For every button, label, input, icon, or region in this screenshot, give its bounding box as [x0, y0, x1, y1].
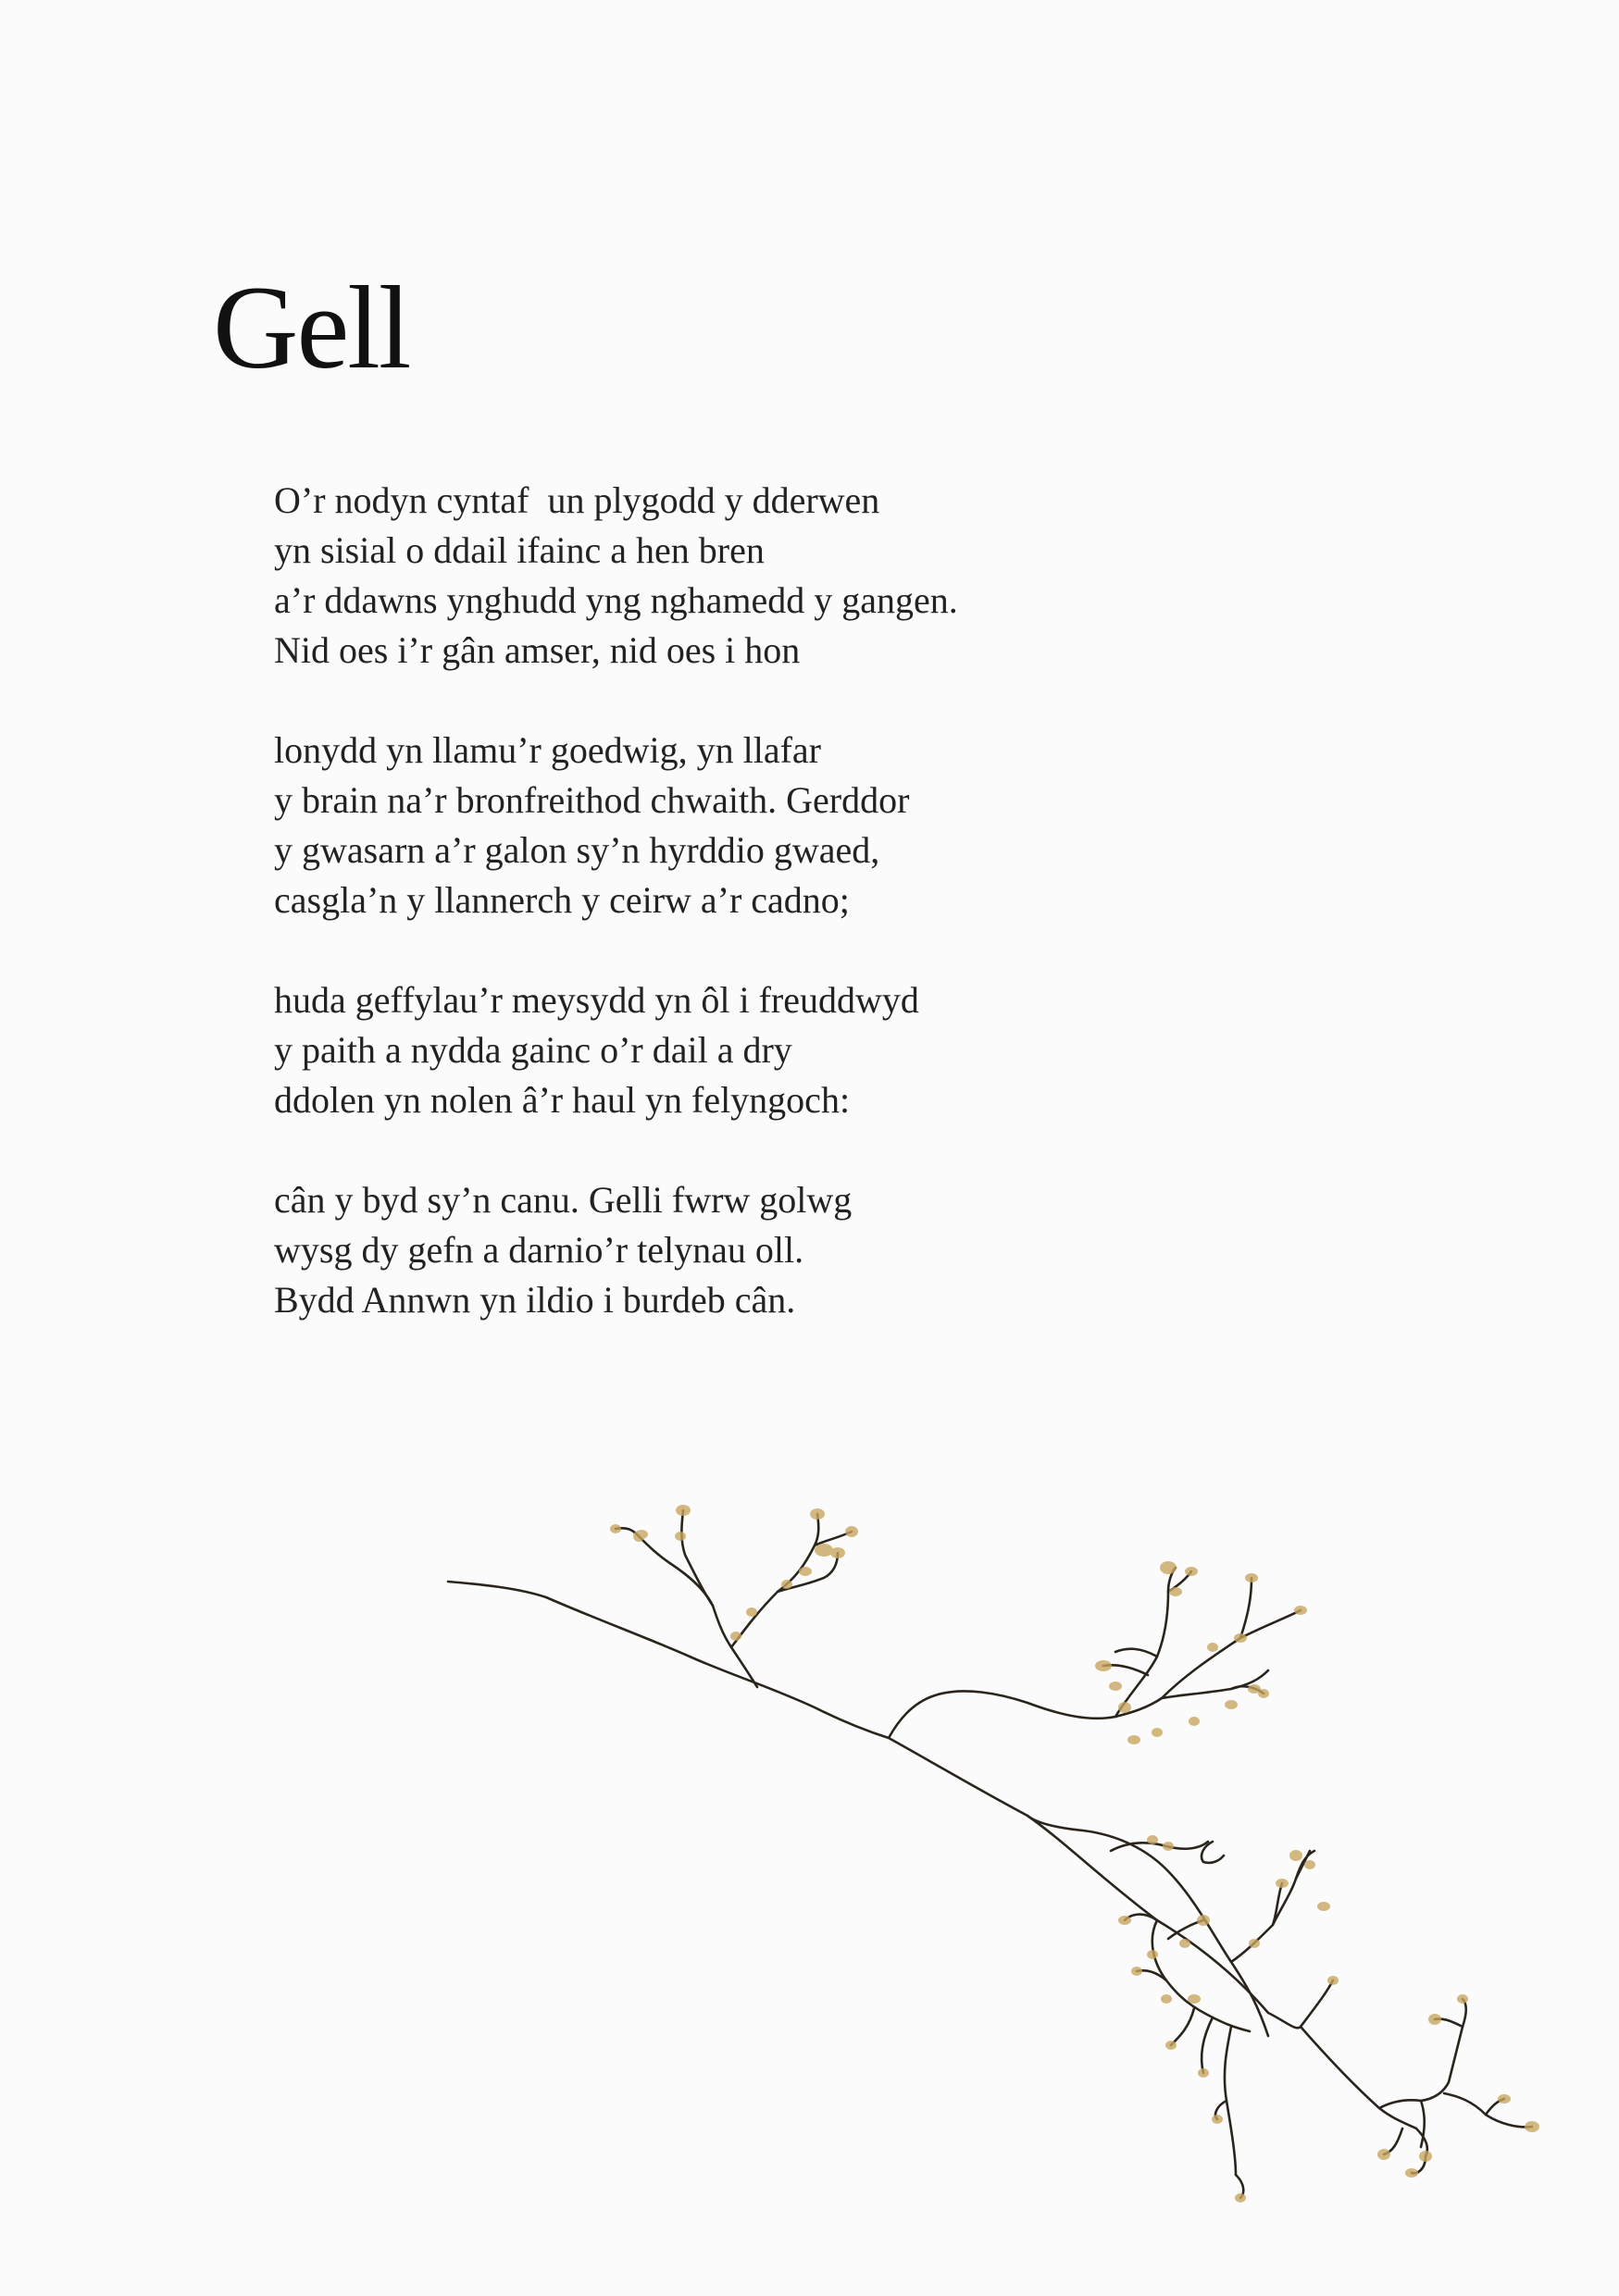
poem-line: ddolen yn nolen â’r haul yn felyngoch:: [274, 1079, 851, 1121]
stanza: [274, 1175, 1385, 1325]
stanza: [274, 975, 1385, 1125]
poem-line: yn sisial o ddail ifainc a hen bren: [274, 529, 765, 571]
stanza: [274, 726, 1385, 925]
poem-line: O’r nodyn cyntaf un plygodd y dderwen: [274, 479, 880, 521]
stanza: [274, 476, 1385, 676]
poem-line: cân y byd sy’n canu. Gelli fwrw golwg: [274, 1179, 853, 1221]
poem-line: a’r ddawns ynghudd yng nghamedd y gangen.: [274, 579, 958, 621]
poem-line: casgla’n y llannerch y ceirw a’r cadno;: [274, 879, 850, 921]
poem-line: y gwasarn a’r galon sy’n hyrddio gwaed,: [274, 829, 880, 871]
poem-line: wysg dy gefn a darnio’r telynau oll.: [274, 1229, 804, 1271]
poem-body: [274, 476, 1385, 1375]
poem-line: Bydd Annwn yn ildio i burdeb cân.: [274, 1279, 796, 1321]
page-title: Gell: [213, 262, 410, 393]
poem-line: y brain na’r bronfreithod chwaith. Gerddor: [274, 779, 910, 821]
poem-line: lonydd yn llamu’r goedwig, yn llafar: [274, 729, 821, 771]
poem-line: Nid oes i’r gân amser, nid oes i hon: [274, 629, 801, 671]
poem-line: huda geffylau’r meysydd yn ôl i freuddwyd: [274, 979, 919, 1021]
poem-line: y paith a nydda gainc o’r dail a dry: [274, 1029, 792, 1071]
branch-illustration: [426, 1471, 1574, 2230]
